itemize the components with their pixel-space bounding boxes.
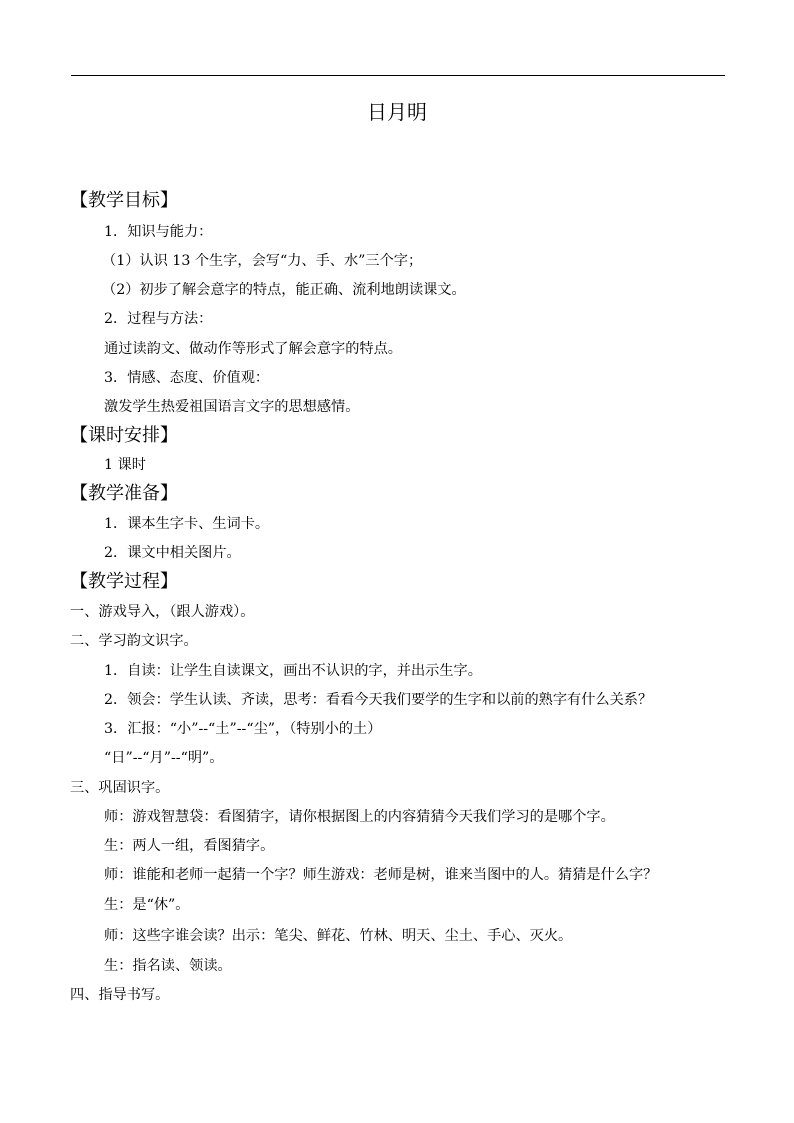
process-line: 生：两人一组，看图猜字。 [104,838,275,854]
goals-line: 激发学生热爱祖国语言文字的思想感情。 [104,399,360,415]
section-heading-goals: 【教学目标】 [70,190,178,211]
goals-line: 2．过程与方法： [104,311,213,327]
section-heading-prep: 【教学准备】 [70,483,178,504]
process-line: 二、学习韵文识字。 [70,633,198,649]
process-line: 3．汇报：“小”--“土”--“尘”，（特别小的土） [104,721,382,737]
process-line: 四、指导书写。 [70,987,170,1003]
process-line: 三、巩固识字。 [70,780,170,796]
document-title: 日月明 [367,100,427,124]
section-heading-schedule: 【课时安排】 [70,425,178,446]
process-line: 生：是“休”。 [104,897,190,913]
goals-line: 3．情感、态度、价值观： [104,370,270,386]
prep-line: 1．课本生字卡、生词卡。 [104,516,270,532]
process-line: 师：谁能和老师一起猜一个字？师生游戏：老师是树，谁来当图中的人。猜猜是什么字？ [104,867,658,883]
schedule-line: 1 课时 [104,457,146,473]
goals-line: 1．知识与能力： [104,224,213,240]
process-line: 2．领会：学生认读、齐读，思考：看看今天我们要学的生字和以前的熟字有什么关系？ [104,692,653,708]
process-line: “日”--“月”--“明”。 [104,750,224,766]
process-line: 师：游戏智慧袋：看图猜字，请你根据图上的内容猜猜今天我们学习的是哪个字。 [104,809,615,825]
process-line: 师：这些字谁会读？出示：笔尖、鲜花、竹林、明天、尘土、手心、灭火。 [104,928,573,944]
goals-line: （1）认识 13 个生字，会写“力、手、水”三个字； [102,253,423,269]
section-heading-process: 【教学过程】 [70,571,178,592]
header-rule [71,75,725,76]
goals-line: 通过读韵文、做动作等形式了解会意字的特点。 [104,341,402,357]
process-line: 1．自读：让学生自读课文，画出不认识的字，并出示生字。 [104,663,482,679]
goals-line: （2）初步了解会意字的特点，能正确、流利地朗读课文。 [102,282,466,298]
prep-line: 2．课文中相关图片。 [104,545,241,561]
process-line: 一、游戏导入，（跟人游戏）。 [70,604,255,620]
process-line: 生：指名读、领读。 [104,958,232,974]
